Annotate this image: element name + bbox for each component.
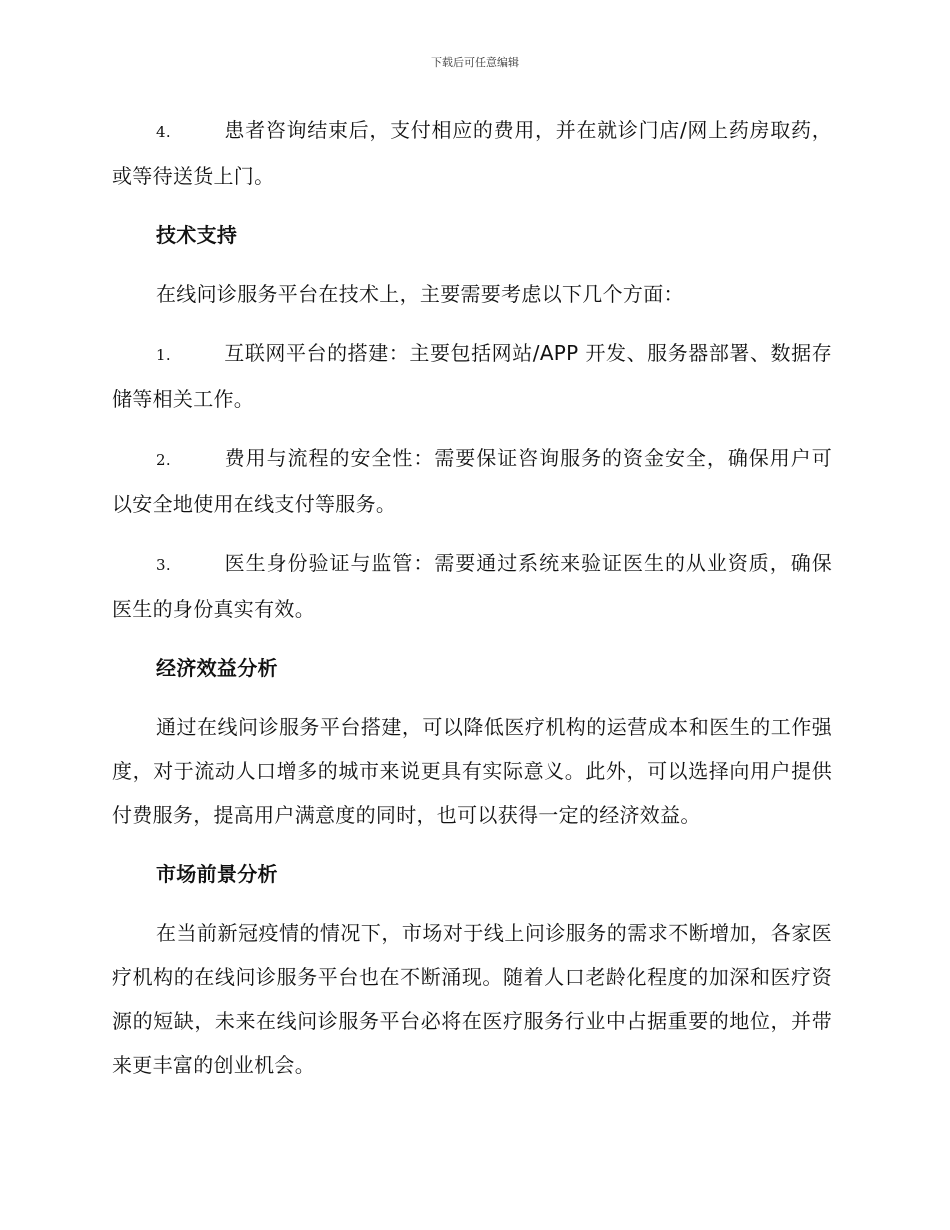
document-body: [112, 108, 832, 1102]
paragraph: 在线问诊服务平台在技术上，主要需要考虑以下几个方面：: [156, 282, 684, 306]
list-text: 互联网平台的搭建：主要包括网站/APP 开发、服务器部署、数据存储等相关工作。: [112, 341, 832, 411]
list-item: [112, 436, 832, 526]
list-text: 医生身份验证与监管：需要通过系统来验证医生的从业资质，确保医生的身份真实有效。: [112, 551, 832, 621]
list-number: 3.: [156, 556, 171, 574]
list-number: 4.: [156, 123, 171, 141]
list-item: [112, 541, 832, 631]
section-heading-economic: 经济效益分析: [156, 656, 278, 680]
list-item: [112, 108, 832, 198]
list-number: 1.: [156, 346, 171, 364]
list-number: 2.: [156, 451, 171, 469]
list-text: 患者咨询结束后，支付相应的费用，并在就诊门店/网上药房取药，或等待送货上门。: [112, 118, 832, 188]
paragraph: 在当前新冠疫情的情况下，市场对于线上问诊服务的需求不断增加，各家医疗机构的在线问诊服务平台也在不断涌现。随着人口老龄化程度的加深和医疗资源的短缺，未来在线问诊服务平台必将在医疗服务行业中占据重要的地位，并带来更丰富的创业机会。: [112, 921, 832, 1077]
section-heading-tech: 技术支持: [156, 223, 238, 247]
paragraph: 通过在线问诊服务平台搭建，可以降低医疗机构的运营成本和医生的工作强度，对于流动人口增多的城市来说更具有实际意义。此外，可以选择向用户提供付费服务，提高用户满意度的同时，也可以获得一定的经济效益。: [112, 715, 832, 827]
list-item: [112, 331, 832, 421]
section-heading-market: 市场前景分析: [156, 862, 278, 886]
page-header: 下载后可任意编辑: [431, 56, 519, 69]
list-text: 费用与流程的安全性：需要保证咨询服务的资金安全，确保用户可以安全地使用在线支付等服务。: [112, 446, 832, 516]
